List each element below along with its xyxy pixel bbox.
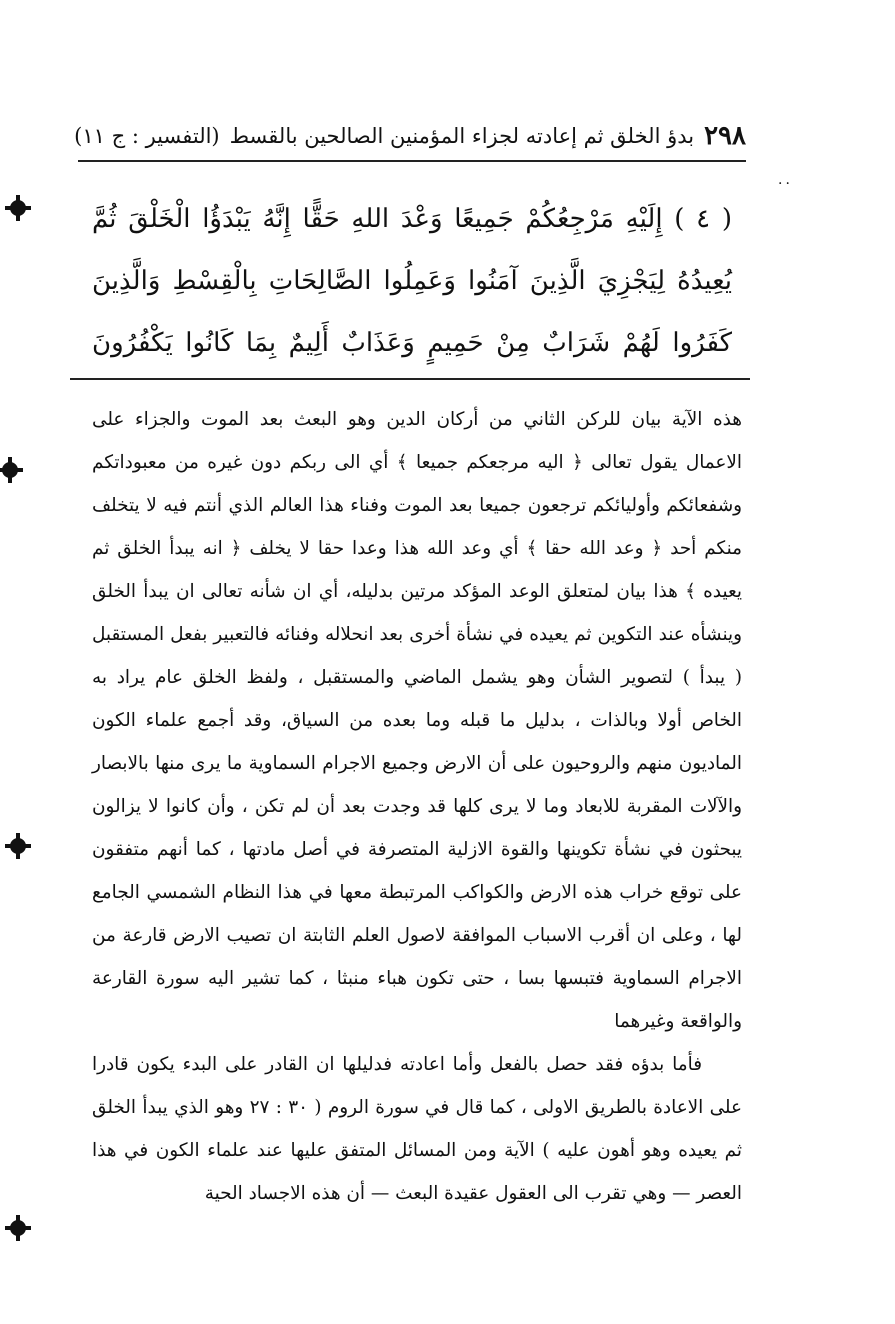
binding-hole-mark [10,200,26,216]
page-header [74,112,746,162]
verse-separator-rule [70,378,750,380]
commentary-paragraph-1: هذه الآية بيان للركن الثاني من أركان الدين وهو البعث بعد الموت والجزاء على الاعمال يقول تعالى ﴿ اليه مرجعكم جميعا ﴾ أي الى ربكم دون غيره من معبوداتكم وشفعائكم وأوليائكم ترجعون جميعا بعد الموت وفناء هذا العالم الذي أنتم فيه لا يتخلف منكم أحد ﴿ وعد الله حقا ﴾ أي وعد الله هذا وعدا حقا لا يخلف ﴿ انه يبدأ الخلق ثم يعيده ﴾ هذا بيان لمتعلق الوعد المؤكد مرتين بدليله، أي ان شأنه تعالى ان يبدأ الخلق وينشأه عند التكوين ثم يعيده في نشأة أخرى بعد انحلاله وفنائه فالتعبير بفعل المستقبل ( يبدأ ) لتصوير الشأن وهو يشمل الماضي والمستقبل ، ولفظ الخلق عام يراد به الخاص أولا وبالذات ، بدليل ما قبله وما بعده من السياق، وقد أجمع علماء الكون الماديون منهم والروحيون على أن الارض وجميع الاجرام السماوية ما يرى منها بالابصار والآلات المقربة للابعاد وما لا يرى كلها قد وجدت بعد أن لم تكن ، وأن كانوا لا يزالون يبحثون في نشأة تكوينها والقوة الازلية المتصرفة في أصل مادتها ، كما أنهم متفقون على توقع خراب هذه الارض والكواكب المرتبطة معها في هذا النظام الشمسي الجامع لها ، وعلى ان أقرب الاسباب الموافقة لاصول العلم الثابتة ان تصيب الارض قارعة من الاجرام السماوية فتبسها بسا ، حتى تكون هباء منبثا ، كما تشير اليه سورة القارعة والواقعة وغيرهما [92,409,742,1032]
margin-dots: ·· [778,176,793,192]
binding-hole-mark [2,462,18,478]
volume-reference: (التفسير : ج ١١) [74,124,220,148]
running-title: بدؤ الخلق ثم إعادته لجزاء المؤمنين الصالحين بالقسط [229,124,695,148]
commentary-body [92,398,742,1298]
commentary-paragraph-2: فأما بدؤه فقد حصل بالفعل وأما اعادته فدليلها ان القادر على البدء يكون قادرا على الاعادة بالطريق الاولى ، كما قال في سورة الروم ( ٣٠ : ٢٧ وهو الذي يبدأ الخلق ثم يعيده وهو أهون عليه ) الآية ومن المسائل المتفق عليها عند علماء الكون في هذا العصر — وهي تقرب الى العقول عقيدة البعث — أن هذه الاجساد الحية [92,1054,742,1204]
page-number: ٢٩٨ [704,121,746,151]
binding-hole-mark [10,838,26,854]
binding-hole-mark [10,1220,26,1236]
quran-verse: ( ٤ ) إِلَيْهِ مَرْجِعُكُمْ جَمِيعًا وَعْدَ اللهِ حَقًّا إِنَّهُ يَبْدَؤُا الْخَلْقَ ثُمَّ يُعِيدُهُ لِيَجْزِيَ الَّذِينَ آمَنُوا وَعَمِلُوا الصَّالِحَاتِ بِالْقِسْطِ وَالَّذِينَ كَفَرُوا لَهُمْ شَرَابٌ مِنْ حَمِيمٍ وَعَذَابٌ أَلِيمٌ بِمَا كَانُوا يَكْفُرُونَ [92,204,732,358]
